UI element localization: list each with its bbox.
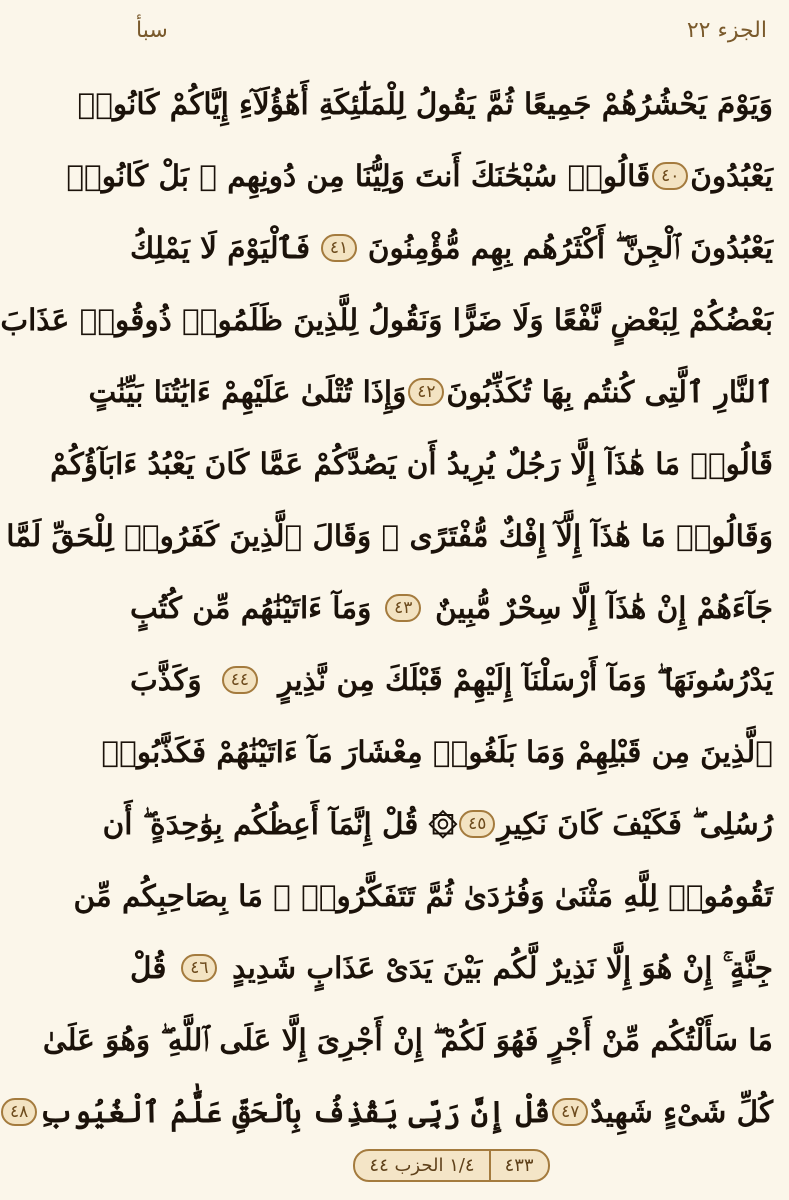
verse-line-3 [130, 212, 773, 284]
page-footer-box [353, 1149, 549, 1182]
text-segment: قَالُوا۟ مَا هَٰذَآ إِلَّا رَجُلٌ يُرِيدُ أَن يَصُدَّكُمْ عَمَّا كَانَ يَعْبُدُ ءَابَآؤُكُمْ [50, 446, 773, 482]
hizb-label: ١/٤ الحزب ٤٤ [369, 1155, 475, 1176]
verse-line-5 [88, 356, 773, 428]
verse-line-7 [6, 500, 773, 572]
text-segment: رُسُلِى ۖ فَكَيْفَ كَانَ نَكِيرِ [497, 806, 773, 842]
text-segment: وَمَآ ءَاتَيْنَٰهُم مِّن كُتُبٍ [130, 590, 372, 626]
surah-name: سبأ [136, 17, 168, 43]
page-footer [114, 1149, 789, 1182]
text-segment: كُلِّ شَىْءٍ شَهِيدٌ [590, 1094, 773, 1130]
text-segment: مَا سَأَلْتُكُم مِّنْ أَجْرٍ فَهُوَ لَكُمْ ۖ إِنْ أَجْرِىَ إِلَّا عَلَى ٱللَّهِ ۖ وَهُوَ عَلَىٰ [42, 1022, 773, 1058]
text-segment: قُلْ إِنَّ رَبِّى يَقْذِفُ بِٱلْحَقِّ عَلَّٰمُ ٱلْغُيُوبِ [39, 1094, 551, 1130]
mushaf-page [0, 68, 773, 1150]
verse-line-6 [50, 428, 773, 500]
text-segment: قُلْ [130, 950, 167, 986]
verse-line-9 [130, 644, 773, 716]
footer-divider [489, 1151, 491, 1180]
text-segment: يَعْبُدُونَ ٱلْجِنَّ ۖ أَكْثَرُهُم بِهِم مُّؤْمِنُونَ [367, 230, 773, 266]
text-segment: وَقَالُوا۟ مَا هَٰذَآ إِلَّآ إِفْكٌ مُّفْتَرًى ۚ وَقَالَ ٱلَّذِينَ كَفَرُوا۟ لِلْحَقِّ لَمَّا [6, 518, 773, 554]
verse-number-marker: ٤٤ [222, 666, 258, 694]
verse-number-marker: ٤٥ [459, 810, 495, 838]
verse-line-14 [42, 1004, 773, 1076]
verse-number-marker: ٤٨ [1, 1098, 37, 1126]
verse-number-marker: ٤٢ [408, 378, 444, 406]
verse-line-12 [73, 860, 773, 932]
text-segment: ٱلنَّارِ ٱلَّتِى كُنتُم بِهَا تُكَذِّبُونَ [446, 374, 773, 410]
text-segment: بَعْضُكُمْ لِبَعْضٍ نَّفْعًا وَلَا ضَرًّا وَنَقُولُ لِلَّذِينَ ظَلَمُوا۟ ذُوقُوا۟ عَذَابَ [0, 302, 773, 338]
text-segment: فَٱلْيَوْمَ لَا يَمْلِكُ [130, 230, 311, 266]
text-segment: وَإِذَا تُتْلَىٰ عَلَيْهِمْ ءَايَٰتُنَا بَيِّنَٰتٍ [88, 374, 407, 410]
page-number: ٤٣٣ [504, 1155, 534, 1176]
text-segment: جِنَّةٍ ۚ إِنْ هُوَ إِلَّا نَذِيرٌ لَّكُم بَيْنَ يَدَىْ عَذَابٍ شَدِيدٍ [232, 950, 773, 986]
text-segment: يَدْرُسُونَهَا ۖ وَمَآ أَرْسَلْنَآ إِلَيْهِمْ قَبْلَكَ مِن نَّذِيرٍ [278, 662, 773, 698]
text-segment: ۞ قُلْ إِنَّمَآ أَعِظُكُم بِوَٰحِدَةٍ ۖ أَن [102, 806, 458, 842]
text-segment: يَعْبُدُونَ [690, 158, 773, 194]
text-segment: جَآءَهُمْ إِنْ هَٰذَآ إِلَّا سِحْرٌ مُّبِينٌ [435, 590, 773, 626]
verse-number-marker: ٤١ [321, 234, 357, 262]
verse-line-8 [130, 572, 773, 644]
juz-label: الجزء ٢٢ [686, 17, 767, 43]
verse-number-marker: ٤٧ [552, 1098, 588, 1126]
verse-line-2 [66, 140, 773, 212]
verse-number-marker: ٤٦ [181, 954, 217, 982]
verse-line-1 [77, 68, 773, 140]
verse-number-marker: ٤٠ [652, 162, 688, 190]
verse-line-4 [0, 284, 773, 356]
text-segment: وَيَوْمَ يَحْشُرُهُمْ جَمِيعًا ثُمَّ يَقُولُ لِلْمَلَٰٓئِكَةِ أَهَٰٓؤُلَآءِ إِيَّاكُمْ كَانُوا۟ [77, 86, 773, 122]
text-segment: ٱلَّذِينَ مِن قَبْلِهِمْ وَمَا بَلَغُوا۟ مِعْشَارَ مَآ ءَاتَيْنَٰهُمْ فَكَذَّبُوا۟ [101, 734, 773, 770]
page-header [114, 8, 789, 52]
verse-line-13 [130, 932, 773, 1004]
verse-line-15 [10, 1076, 773, 1148]
verse-number-marker: ٤٣ [385, 594, 421, 622]
text-segment: قَالُوا۟ سُبْحَٰنَكَ أَنتَ وَلِيُّنَا مِن دُونِهِم ۖ بَلْ كَانُوا۟ [66, 158, 651, 194]
verse-line-10 [101, 716, 773, 788]
text-segment: تَقُومُوا۟ لِلَّهِ مَثْنَىٰ وَفُرَٰدَىٰ ثُمَّ تَتَفَكَّرُوا۟ ۚ مَا بِصَاحِبِكُم مِّن [73, 878, 773, 914]
verse-line-11 [102, 788, 773, 860]
text-segment: وَكَذَّبَ [130, 662, 202, 698]
